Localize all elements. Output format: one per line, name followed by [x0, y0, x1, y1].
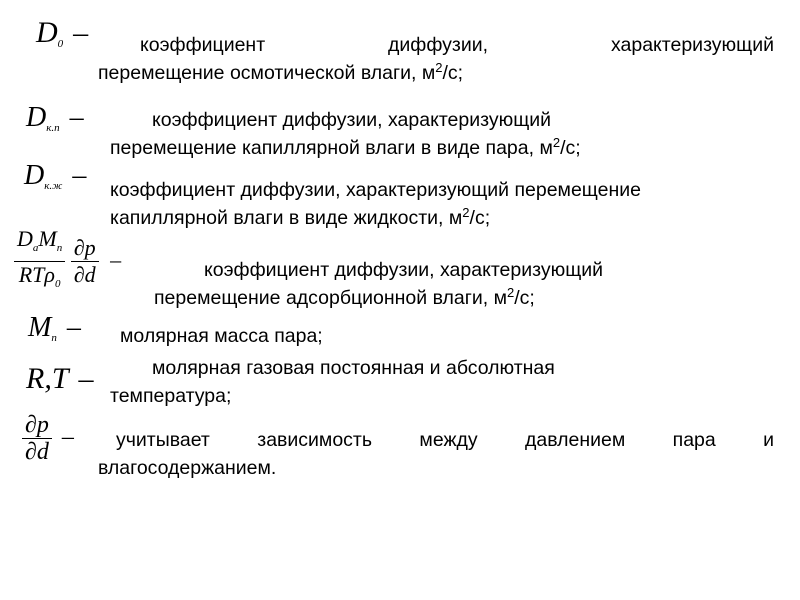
word: коэффициент: [140, 34, 266, 56]
definition-adsorption: [154, 256, 603, 312]
word: учитывает: [116, 429, 210, 451]
symbol-dash: –: [61, 424, 74, 451]
symbol-dash: –: [73, 16, 89, 49]
symbol-dash: –: [66, 312, 81, 343]
word: и: [763, 429, 775, 451]
definition-line1: коэффициент диффузии, характеризующий: [152, 109, 552, 131]
symbol-dash: –: [72, 160, 87, 191]
symbol-dp-dd: [22, 412, 74, 465]
definition-line1: [98, 426, 774, 454]
definition-line1: молярная газовая постоянная и абсолютная: [152, 357, 555, 379]
fraction-partial-derivative: $\frac{\partial p}{\partial d}$: [22, 412, 52, 465]
definition-line1: коэффициент диффузии, характеризующий: [204, 259, 604, 281]
symbol-main: M: [28, 312, 52, 343]
symbol-subscript: 0: [57, 38, 64, 50]
symbol-mp: [28, 312, 81, 344]
unit-exponent: 2: [506, 285, 515, 300]
definition-line2: влагосодержанием.: [98, 457, 277, 479]
definition-line2: перемещение капиллярной влаги в виде пара, $м^2/с$;: [110, 135, 581, 159]
symbol-main: D: [26, 102, 47, 133]
symbol-subscript: к.п: [46, 122, 60, 134]
definition-dp-dd: [98, 426, 774, 482]
fraction-partial-derivative: $\frac{\partial p}{\partial d}$: [71, 235, 99, 288]
symbol-dash: –: [69, 102, 84, 133]
word: зависимость: [257, 429, 373, 451]
unit-exponent: 2: [435, 60, 443, 75]
symbol-d-kzh: [24, 160, 86, 192]
word: характеризующий: [610, 34, 775, 56]
definition-line1: молярная масса пара;: [120, 325, 323, 347]
definition-line2: температура;: [110, 385, 232, 407]
symbol-dash: –: [110, 246, 122, 272]
definition-mp: [120, 322, 323, 350]
definition-line2: перемещение осмотической влаги, $м^2/с$;: [98, 60, 464, 84]
word: диффузии,: [388, 34, 489, 56]
definition-d0: [98, 31, 774, 87]
definition-d-kp: [110, 106, 581, 162]
word: давлением: [525, 429, 626, 451]
word: между: [419, 429, 478, 451]
fraction-diffusion: $\frac{D_aM_п}{RT\rho_0}$: [14, 226, 65, 297]
unit-exponent: 2: [462, 205, 470, 220]
definition-rt: [110, 354, 555, 410]
symbol-subscript: п: [51, 332, 57, 344]
symbol-rt: [26, 362, 94, 396]
symbol-adsorption-expression: [14, 226, 121, 297]
symbol-subscript: к.ж: [44, 180, 63, 192]
definition-line1: коэффициент диффузии, характеризующий перемещение: [110, 179, 641, 201]
symbol-d0: [36, 16, 88, 50]
symbol-d-kp: [26, 102, 84, 134]
definition-d-kzh: [110, 176, 641, 232]
symbol-main: D: [24, 160, 45, 191]
symbol-main: D: [36, 16, 58, 49]
unit-exponent: 2: [552, 135, 561, 150]
symbol-dash: –: [78, 362, 94, 395]
definition-line2: капиллярной влаги в виде жидкости, $м^2/с$;: [110, 205, 491, 229]
symbol-main: R,T: [26, 362, 69, 395]
definition-line1: [98, 31, 774, 59]
word: пара: [672, 429, 716, 451]
definition-line2: перемещение адсорбционной влаги, $м^2/с$;: [154, 285, 535, 309]
